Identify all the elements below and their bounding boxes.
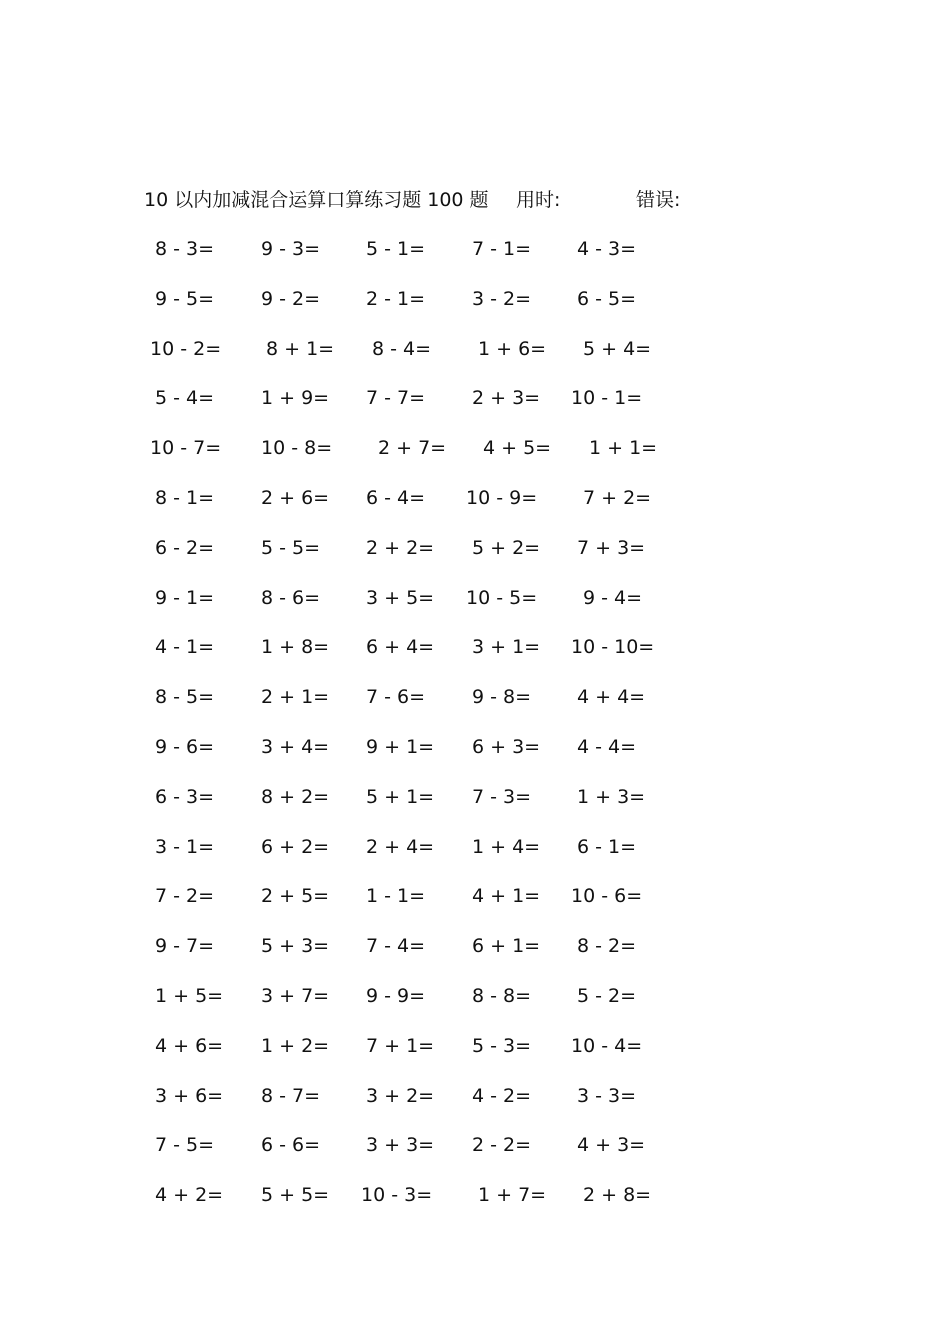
problem-item: 9 - 8= <box>472 686 532 709</box>
problem-item: 6 + 3= <box>472 735 541 758</box>
problem-row <box>0 282 950 332</box>
problem-item: 2 + 6= <box>261 486 330 509</box>
problem-item: 2 + 4= <box>366 835 435 858</box>
problem-item: 4 + 3= <box>577 1134 646 1157</box>
problem-item: 10 - 8= <box>261 437 333 460</box>
problem-item: 6 - 4= <box>366 486 426 509</box>
problem-item: 5 - 2= <box>577 984 637 1007</box>
worksheet-header <box>144 184 764 216</box>
problem-row <box>0 332 950 382</box>
problem-item: 10 - 6= <box>571 885 643 908</box>
problem-item: 10 - 1= <box>571 387 643 410</box>
problem-item: 8 - 3= <box>155 238 215 260</box>
problem-item: 7 + 1= <box>366 1034 435 1057</box>
problem-row <box>0 581 950 631</box>
problem-item: 8 + 2= <box>261 785 330 808</box>
problem-item: 7 + 3= <box>577 536 646 559</box>
problem-item: 10 - 9= <box>466 486 538 509</box>
time-label: 用时: <box>516 189 561 211</box>
problem-item: 1 + 5= <box>155 984 224 1007</box>
problem-item: 5 + 1= <box>366 785 435 808</box>
problem-row <box>0 1029 950 1079</box>
problem-item: 9 - 4= <box>583 586 643 609</box>
problem-item: 3 + 2= <box>366 1084 435 1107</box>
problem-item: 1 + 2= <box>261 1034 330 1057</box>
problem-item: 9 - 9= <box>366 984 426 1007</box>
problem-item: 6 - 2= <box>155 536 215 559</box>
problem-item: 2 + 1= <box>261 686 330 709</box>
problem-row <box>0 730 950 780</box>
problem-item: 9 - 3= <box>261 238 321 260</box>
problem-row <box>0 680 950 730</box>
worksheet-title: 10 以内加减混合运算口算练习题 100 题 <box>144 189 489 211</box>
problem-item: 8 - 5= <box>155 686 215 709</box>
problem-item: 1 + 4= <box>472 835 541 858</box>
problem-item: 8 + 1= <box>266 337 335 360</box>
problem-row <box>0 780 950 830</box>
problem-item: 8 - 7= <box>261 1084 321 1107</box>
problem-item: 6 - 3= <box>155 785 215 808</box>
problem-item: 9 - 7= <box>155 935 215 958</box>
problem-item: 5 + 3= <box>261 935 330 958</box>
problem-row <box>0 232 950 282</box>
problem-row <box>0 531 950 581</box>
problem-item: 4 + 4= <box>577 686 646 709</box>
problem-item: 3 + 5= <box>366 586 435 609</box>
problem-row <box>0 1178 950 1228</box>
problem-item: 3 + 7= <box>261 984 330 1007</box>
problem-item: 5 + 5= <box>261 1184 330 1207</box>
problem-row <box>0 1079 950 1129</box>
problem-row <box>0 1128 950 1178</box>
problem-item: 2 + 2= <box>366 536 435 559</box>
problem-item: 10 - 5= <box>466 586 538 609</box>
problem-row <box>0 879 950 929</box>
problem-item: 7 - 3= <box>472 785 532 808</box>
problem-item: 4 - 1= <box>155 636 215 659</box>
problem-item: 1 + 7= <box>478 1184 547 1207</box>
error-label: 错误: <box>636 189 681 211</box>
problem-item: 3 - 3= <box>577 1084 637 1107</box>
problem-item: 4 + 6= <box>155 1034 224 1057</box>
problem-item: 5 - 3= <box>472 1034 532 1057</box>
problem-item: 8 - 4= <box>372 337 432 360</box>
problem-item: 9 + 1= <box>366 735 435 758</box>
problem-item: 7 - 6= <box>366 686 426 709</box>
problem-item: 9 - 6= <box>155 735 215 758</box>
problem-item: 3 + 3= <box>366 1134 435 1157</box>
problem-item: 8 - 2= <box>577 935 637 958</box>
problem-item: 1 + 9= <box>261 387 330 410</box>
problem-item: 10 - 3= <box>361 1184 433 1207</box>
problem-item: 4 + 5= <box>483 437 552 460</box>
problem-item: 10 - 10= <box>571 636 655 659</box>
problem-item: 2 - 2= <box>472 1134 532 1157</box>
problem-item: 6 + 4= <box>366 636 435 659</box>
problem-item: 2 + 7= <box>378 437 447 460</box>
problem-row <box>0 979 950 1029</box>
problem-item: 3 - 2= <box>472 287 532 310</box>
problem-row <box>0 431 950 481</box>
problem-item: 7 - 5= <box>155 1134 215 1157</box>
problem-item: 7 + 2= <box>583 486 652 509</box>
problem-item: 1 + 3= <box>577 785 646 808</box>
problem-item: 8 - 6= <box>261 586 321 609</box>
problem-item: 1 + 6= <box>478 337 547 360</box>
problem-item: 1 + 8= <box>261 636 330 659</box>
problem-item: 7 - 7= <box>366 387 426 410</box>
problem-item: 2 + 5= <box>261 885 330 908</box>
problem-item: 3 + 6= <box>155 1084 224 1107</box>
problem-item: 7 - 2= <box>155 885 215 908</box>
problem-item: 7 - 1= <box>472 238 532 260</box>
problem-item: 7 - 4= <box>366 935 426 958</box>
problem-item: 6 + 1= <box>472 935 541 958</box>
problem-item: 5 - 4= <box>155 387 215 410</box>
problem-item: 5 - 1= <box>366 238 426 260</box>
problem-item: 2 - 1= <box>366 287 426 310</box>
problem-item: 6 - 5= <box>577 287 637 310</box>
problem-item: 4 + 2= <box>155 1184 224 1207</box>
problem-row <box>0 381 950 431</box>
problem-item: 3 + 1= <box>472 636 541 659</box>
problem-item: 4 - 3= <box>577 238 637 260</box>
problem-item: 4 - 2= <box>472 1084 532 1107</box>
problem-item: 9 - 2= <box>261 287 321 310</box>
problem-item: 6 + 2= <box>261 835 330 858</box>
problem-item: 1 - 1= <box>366 885 426 908</box>
problem-row <box>0 929 950 979</box>
problem-grid <box>0 232 950 1228</box>
problem-item: 2 + 3= <box>472 387 541 410</box>
problem-item: 3 - 1= <box>155 835 215 858</box>
problem-item: 10 - 7= <box>150 437 222 460</box>
problem-item: 1 + 1= <box>589 437 658 460</box>
problem-item: 2 + 8= <box>583 1184 652 1207</box>
problem-item: 5 + 2= <box>472 536 541 559</box>
problem-item: 5 + 4= <box>583 337 652 360</box>
problem-item: 3 + 4= <box>261 735 330 758</box>
problem-item: 6 - 1= <box>577 835 637 858</box>
problem-item: 5 - 5= <box>261 536 321 559</box>
problem-item: 8 - 8= <box>472 984 532 1007</box>
problem-item: 6 - 6= <box>261 1134 321 1157</box>
problem-row <box>0 630 950 680</box>
problem-item: 10 - 4= <box>571 1034 643 1057</box>
problem-item: 9 - 5= <box>155 287 215 310</box>
problem-item: 10 - 2= <box>150 337 222 360</box>
problem-row <box>0 481 950 531</box>
problem-item: 8 - 1= <box>155 486 215 509</box>
problem-row <box>0 830 950 880</box>
problem-item: 4 - 4= <box>577 735 637 758</box>
problem-item: 4 + 1= <box>472 885 541 908</box>
problem-item: 9 - 1= <box>155 586 215 609</box>
